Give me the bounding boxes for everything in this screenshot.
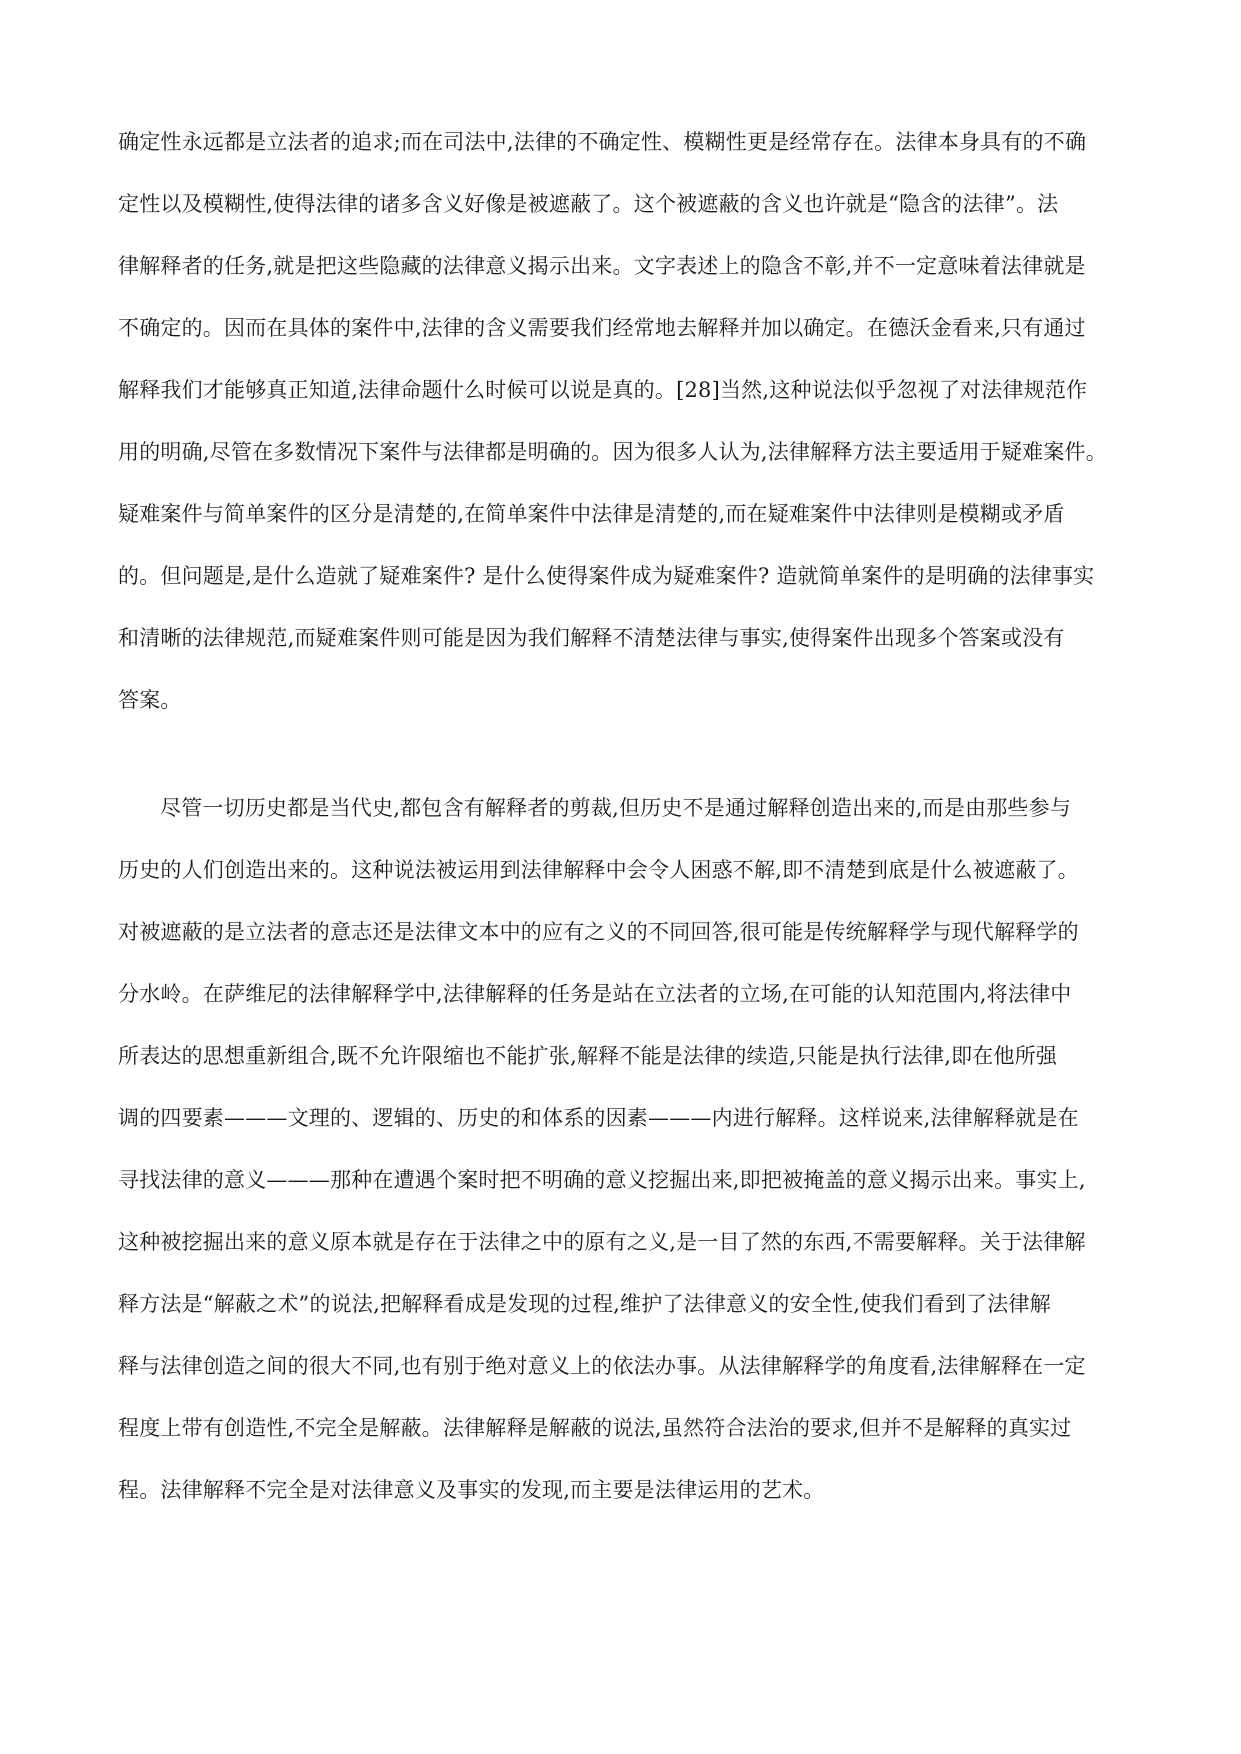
text-line: 分水岭。在萨维尼的法律解释学中,法律解释的任务是站在立法者的立场,在可能的认知范围内,将法律中 — [118, 982, 1072, 1006]
text-line: 这种被挖掘出来的意义原本就是存在于法律之中的原有之义,是一目了然的东西,不需要解释。关于法律解 — [118, 1230, 1086, 1254]
text-line: 确定性永远都是立法者的追求;而在司法中,法律的不确定性、模糊性更是经常存在。法律本身具有的不确 — [118, 130, 1087, 154]
text-line: 不确定的。因而在具体的案件中,法律的含义需要我们经常地去解释并加以确定。在德沃金看来,只有通过 — [118, 316, 1086, 340]
text-line: 释方法是“解蔽之术”的说法,把解释看成是发现的过程,维护了法律意义的安全性,使我们看到了法律解 — [118, 1292, 1051, 1316]
text-line: 定性以及模糊性,使得法律的诸多含义好像是被遮蔽了。这个被遮蔽的含义也许就是“隐含的法律”。法 — [118, 192, 1059, 216]
text-line: 疑难案件与简单案件的区分是清楚的,在简单案件中法律是清楚的,而在疑难案件中法律则是模糊或矛盾 — [118, 502, 1065, 526]
text-line: 解释我们才能够真正知道,法律命题什么时候可以说是真的。[28]当然,这种说法似乎忽视了对法律规范作 — [118, 378, 1088, 402]
text-line: 程。法律解释不完全是对法律意义及事实的发现,而主要是法律运用的艺术。 — [118, 1478, 825, 1502]
paragraph-2 — [118, 777, 1128, 1521]
text-line: 答案。 — [118, 688, 182, 712]
text-line: 释与法律创造之间的很大不同,也有别于绝对意义上的依法办事。从法律解释学的角度看,法律解释在一定 — [118, 1354, 1086, 1378]
text-line: 和清晰的法律规范,而疑难案件则可能是因为我们解释不清楚法律与事实,使得案件出现多个答案或没有 — [118, 626, 1065, 650]
text-line: 程度上带有创造性,不完全是解蔽。法律解释是解蔽的说法,虽然符合法治的要求,但并不是解释的真实过 — [118, 1416, 1072, 1440]
text-line: 调的四要素———文理的、逻辑的、历史的和体系的因素———内进行解释。这样说来,法律解释就是在 — [118, 1106, 1079, 1130]
text-line: 历史的人们创造出来的。这种说法被运用到法律解释中会令人困惑不解,即不清楚到底是什么被遮蔽了。 — [118, 858, 1079, 882]
text-line: 用的明确,尽管在多数情况下案件与法律都是明确的。因为很多人认为,法律解释方法主要适用于疑难案件。 — [118, 440, 1107, 464]
text-line: 寻找法律的意义———那种在遭遇个案时把不明确的意义挖掘出来,即把被掩盖的意义揭示出来。事实上, — [118, 1168, 1086, 1192]
text-line: 律解释者的任务,就是把这些隐藏的法律意义揭示出来。文字表述上的隐含不彰,并不一定意味着法律就是 — [118, 254, 1086, 278]
paragraph-1 — [118, 111, 1128, 731]
text-line: 的。但问题是,是什么造就了疑难案件? 是什么使得案件成为疑难案件? 造就简单案件的是明确的法律事实 — [118, 564, 1095, 588]
text-line: 尽管一切历史都是当代史,都包含有解释者的剪裁,但历史不是通过解释创造出来的,而是由那些参与 — [160, 796, 1072, 820]
text-line: 对被遮蔽的是立法者的意志还是法律文本中的应有之义的不同回答,很可能是传统解释学与现代解释学的 — [118, 920, 1079, 944]
text-line: 所表达的思想重新组合,既不允许限缩也不能扩张,解释不能是法律的续造,只能是执行法律,即在他所强 — [118, 1044, 1058, 1068]
